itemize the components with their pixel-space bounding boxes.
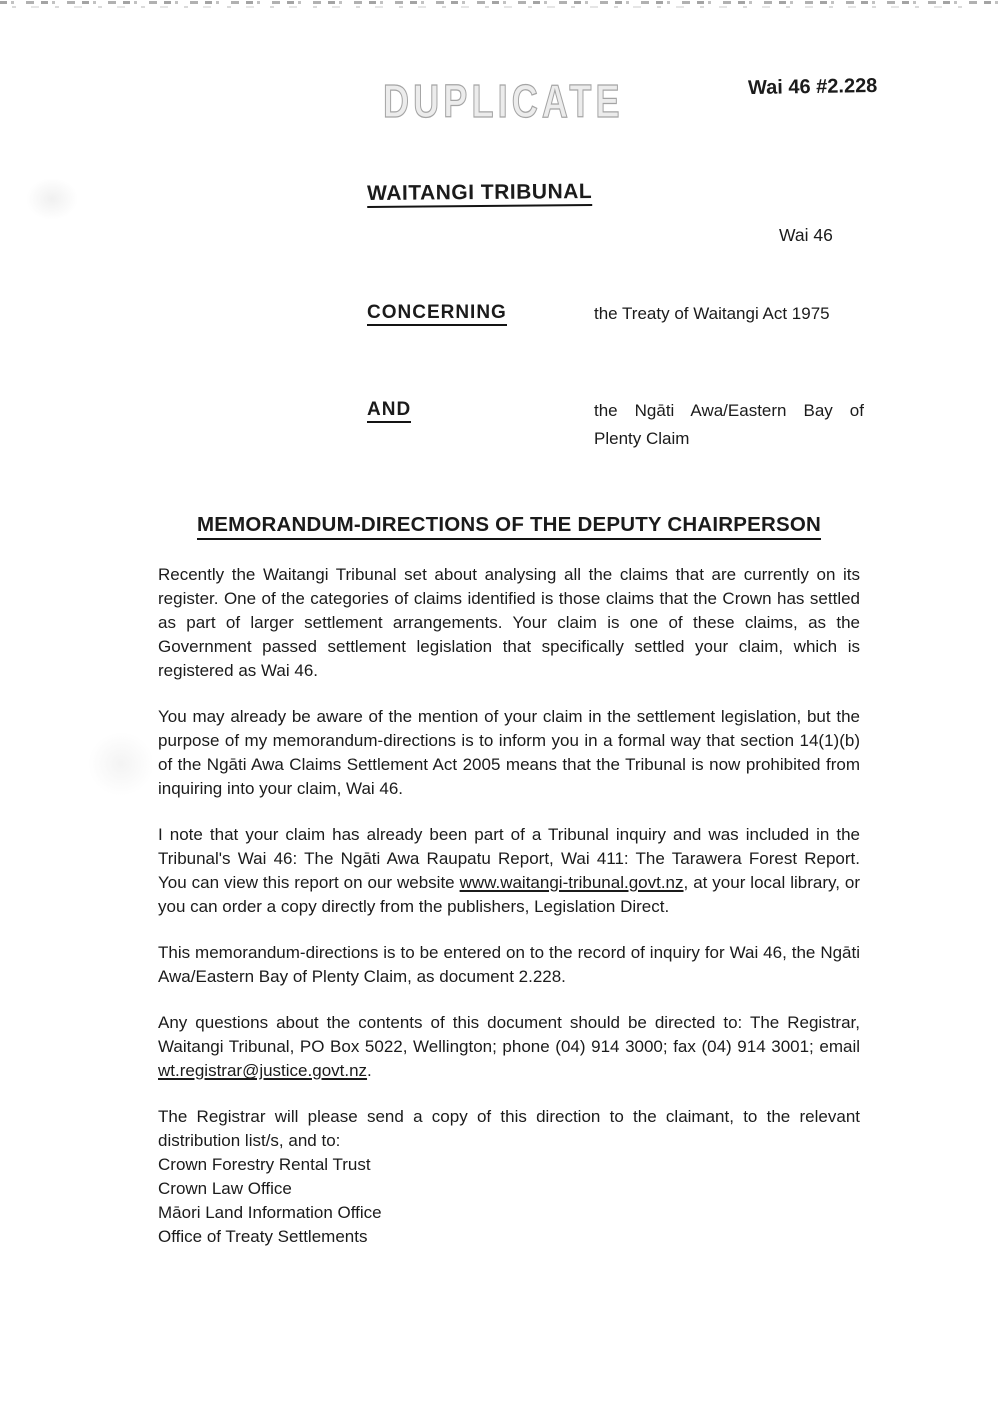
and-label: AND: [367, 399, 411, 421]
paragraph-contact-text-after: .: [367, 1061, 372, 1080]
paragraph-contact-text-before: Any questions about the contents of this document should be directed to: The Registrar, Waitangi Tribunal, PO Box 5022, Wellington; phone (04) 914 3000; fax (04) 914 3001; email: [158, 1013, 860, 1056]
document-reference: Wai 46 #2.228: [747, 74, 878, 100]
paragraph-settlement-act: You may already be aware of the mention of your claim in the settlement legislation, but the purpose of my memorandum-directions is to inform you in a formal way that section 14(1)(b) of the Ngāti Awa Claims Settlement Act 2005 means that the Tribunal is now prohibited from inquiring into your claim, Wai 46.: [158, 707, 860, 798]
website-link[interactable]: www.waitangi-tribunal.govt.nz: [459, 873, 684, 892]
recipient-line: Office of Treaty Settlements: [158, 1227, 368, 1246]
memorandum-title-row: [158, 513, 860, 538]
tribunal-heading-text: WAITANGI TRIBUNAL: [367, 180, 592, 208]
paragraph-contact-details: [158, 1011, 860, 1083]
claim-number: Wai 46: [779, 225, 833, 245]
scan-noise-line: [0, 1, 1000, 4]
tribunal-heading: [367, 180, 592, 206]
paragraph-report-availability: [158, 823, 860, 919]
and-text: the Ngāti Awa/Eastern Bay of Plenty Claim: [594, 401, 864, 448]
scan-smudge: [26, 178, 78, 220]
recipient-line: Māori Land Information Office: [158, 1203, 382, 1222]
concerning-text: the Treaty of Waitangi Act 1975: [594, 304, 830, 323]
memorandum-title: MEMORANDUM-DIRECTIONS OF THE DEPUTY CHAIRPERSON: [197, 513, 821, 540]
recipient-line: Crown Law Office: [158, 1179, 292, 1198]
email-link[interactable]: wt.registrar@justice.govt.nz: [158, 1061, 368, 1080]
scan-smudge: [88, 732, 154, 796]
paragraph-record-of-inquiry: This memorandum-directions is to be entered on to the record of inquiry for Wai 46, the Ngāti Awa/Eastern Bay of Plenty Claim, as document 2.228.: [158, 943, 860, 986]
paragraph-distribution: The Registrar will please send a copy of this direction to the claimant, to the relevant distribution list/s, and to:: [158, 1107, 860, 1150]
paragraph-report-text-after: , at your local library, or you can order a copy directly from the publishers, Legislation Direct.: [158, 873, 861, 916]
document-body: [158, 513, 860, 1249]
paragraph-claims-analysis: Recently the Waitangi Tribunal set about analysing all the claims that are currently on its register. One of the categories of claims identified is those claims that the Crown has settled as part of larger settlement arrangements. Your claim is one of these claims, as the Government passed settlement legislation that specifically settled your claim, which is registered as Wai 46.: [158, 565, 860, 680]
scan-noise-line: [12, 6, 970, 8]
duplicate-stamp: DUPLICATE: [383, 76, 624, 128]
paragraph-report-text-before: I note that your claim has already been part of a Tribunal inquiry and was included in the Tribunal's Wai 46: The Ngāti Awa Raupatu Report, Wai 411: The Tarawera Forest Report. You can view this report on our website: [158, 825, 860, 892]
recipient-line: Crown Forestry Rental Trust: [158, 1155, 371, 1174]
concerning-label: CONCERNING: [367, 302, 507, 324]
